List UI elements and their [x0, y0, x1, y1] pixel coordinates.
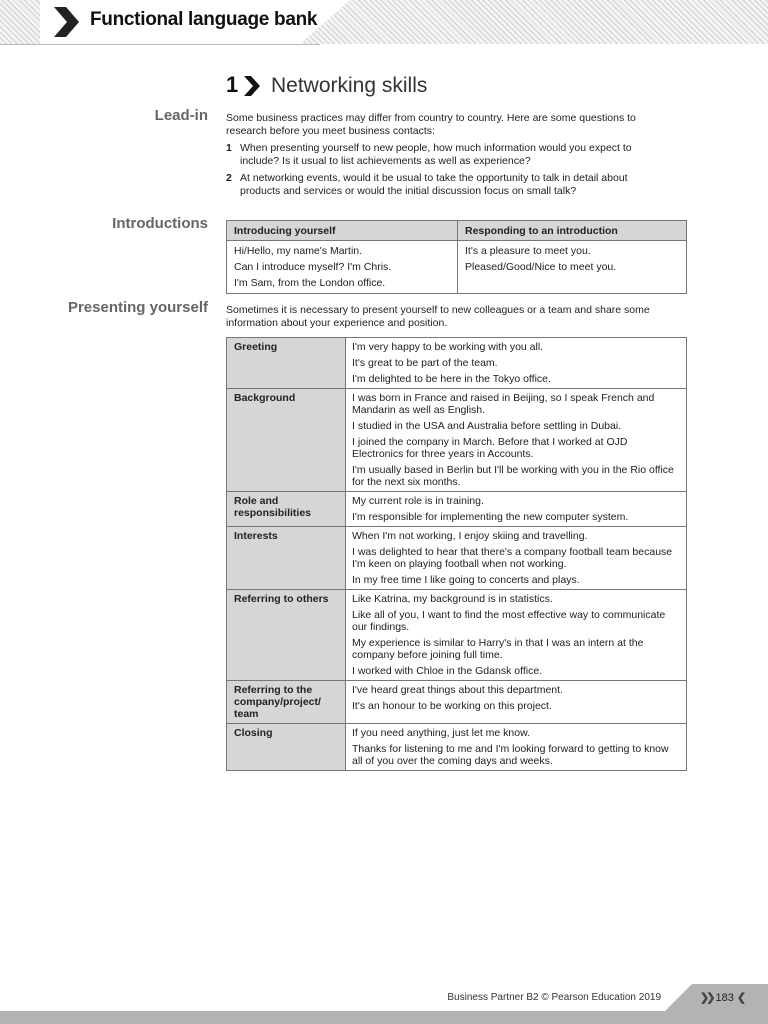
category-cell: Background — [227, 389, 346, 492]
phrase: I worked with Chloe in the Gdansk office. — [352, 665, 543, 677]
page-number — [700, 991, 743, 1004]
chevron-right-icon — [52, 7, 80, 37]
phrases-cell — [346, 590, 687, 681]
table-row — [227, 241, 687, 294]
header-hatch-right — [300, 0, 768, 44]
phrase: I'm usually based in Berlin but I'll be working with you in the Rio office for the next six months. — [352, 464, 674, 488]
question-text: When presenting yourself to new people, how much information would you expect to include? Is it usual to list achievements as well as experience? — [240, 142, 632, 167]
category-cell: Referring to the company/project/ team — [227, 681, 346, 724]
introductions-label: Introductions — [112, 215, 208, 232]
table-row — [227, 492, 687, 527]
unit-number: 1 — [226, 72, 239, 97]
table-row — [227, 527, 687, 590]
question-text: At networking events, would it be usual to take the opportunity to talk in detail about products and services or would the initial discussion focus on small talk? — [240, 172, 628, 197]
header-divider — [0, 44, 320, 45]
chevron-left-icon: ❮ — [736, 992, 744, 1004]
category-cell: Role and responsibilities — [227, 492, 346, 527]
chevron-right-icon — [243, 76, 261, 96]
table-header-row — [227, 221, 687, 241]
phrase: Can I introduce myself? I'm Chris. — [234, 261, 392, 273]
phrase: My experience is similar to Harry's in that I was an intern at the company before joining full time. — [352, 637, 644, 661]
phrase: My current role is in training. — [352, 495, 484, 507]
phrase: When I'm not working, I enjoy skiing and travelling. — [352, 530, 588, 542]
phrase: I'm responsible for implementing the new computer system. — [352, 511, 629, 523]
phrases-cell — [346, 724, 687, 771]
phrase: In my free time I like going to concerts and plays. — [352, 574, 580, 586]
phrase: I've heard great things about this department. — [352, 684, 563, 696]
phrase: It's an honour to be working on this project. — [352, 700, 552, 712]
phrase: It's a pleasure to meet you. — [465, 245, 591, 257]
category-cell: Greeting — [227, 338, 346, 389]
footer-credit: Business Partner B2 © Pearson Education 2019 — [447, 992, 661, 1003]
phrase: Pleased/Good/Nice to meet you. — [465, 261, 617, 273]
page-title: Functional language bank — [90, 9, 318, 30]
introductions-table — [226, 220, 687, 294]
phrase: I was delighted to hear that there's a company football team because I'm keen on playing football when not working. — [352, 546, 673, 570]
phrases-cell — [346, 527, 687, 590]
page-header — [0, 0, 768, 44]
table-row — [227, 389, 687, 492]
phrases-cell — [346, 338, 687, 389]
phrase: I was born in France and raised in Beijing, so I speak French and Mandarin as well as English. — [352, 392, 655, 416]
phrase: I'm delighted to be here in the Tokyo office. — [352, 373, 551, 385]
table-cell — [458, 241, 687, 294]
table-row — [227, 724, 687, 771]
phrase: I'm Sam, from the London office. — [234, 277, 386, 289]
footer-bar — [0, 1011, 768, 1024]
phrases-cell — [346, 492, 687, 527]
phrase: Thanks for listening to me and I'm looking forward to getting to know all of you over the coming days and weeks. — [352, 743, 669, 767]
header-hatch-left — [0, 0, 40, 44]
presenting-table — [226, 337, 687, 771]
table-row — [227, 338, 687, 389]
question-number: 2 — [226, 172, 232, 184]
phrase: It's great to be part of the team. — [352, 357, 498, 369]
question-number: 1 — [226, 142, 232, 154]
double-chevron-right-icon: ❯❯ — [700, 992, 713, 1004]
table-row — [227, 590, 687, 681]
category-cell: Closing — [227, 724, 346, 771]
presenting-label: Presenting yourself — [67, 299, 208, 316]
presenting-intro: Sometimes it is necessary to present yourself to new colleagues or a team and share some information about your experience and position. — [226, 304, 650, 329]
lead-in-intro: Some business practices may differ from country to country. Here are some questions to research before you meet business contacts: — [226, 112, 636, 137]
unit-title: Networking skills — [271, 74, 428, 97]
table-row — [227, 681, 687, 724]
lead-in-label: Lead-in — [154, 107, 208, 124]
phrase: I joined the company in March. Before that I worked at OJD Electronics for three years in Accounts. — [352, 436, 628, 460]
category-cell: Interests — [227, 527, 346, 590]
column-header: Responding to an introduction — [458, 221, 687, 241]
page-number-value: 183 — [715, 992, 734, 1004]
phrase: Like all of you, I want to find the most effective way to communicate our findings. — [352, 609, 666, 633]
phrases-cell — [346, 389, 687, 492]
table-cell — [227, 241, 458, 294]
phrase: Like Katrina, my background is in statistics. — [352, 593, 553, 605]
phrase: If you need anything, just let me know. — [352, 727, 531, 739]
category-cell: Referring to others — [227, 590, 346, 681]
phrase: Hi/Hello, my name's Martin. — [234, 245, 363, 257]
column-header: Introducing yourself — [227, 221, 458, 241]
phrase: I'm very happy to be working with you all. — [352, 341, 544, 353]
phrases-cell — [346, 681, 687, 724]
phrase: I studied in the USA and Australia before settling in Dubai. — [352, 420, 622, 432]
